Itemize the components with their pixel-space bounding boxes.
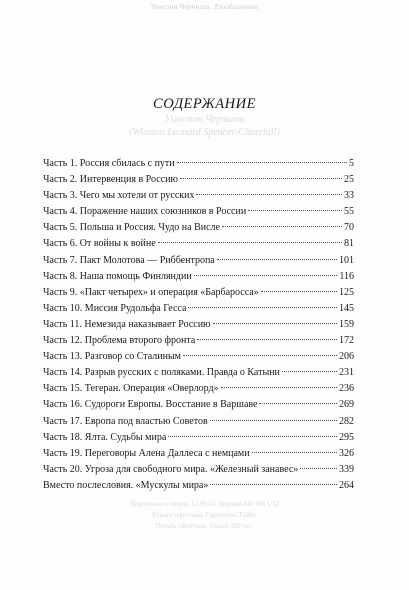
dot-leader (197, 339, 337, 340)
show-through-text: Печать офсетная. Тираж 300 экз. (155, 522, 254, 530)
toc-entry-page-number: 282 (339, 415, 354, 427)
running-head: Уинстон Черчилль. Разоблачение (150, 3, 259, 11)
toc-entry-page-number: 172 (339, 335, 354, 347)
toc-entry (43, 204, 354, 220)
page-title: СОДЕРЖАНИЕ (153, 96, 256, 112)
toc-entry-page-number: 116 (339, 270, 354, 282)
dot-leader (261, 291, 337, 292)
dot-leader (188, 307, 337, 308)
toc-entry-title: Часть 17. Европа под властью Советов (43, 415, 208, 427)
dot-leader (221, 387, 337, 388)
toc-entry-title: Часть 19. Переговоры Алена Даллеса с немцами (43, 447, 250, 459)
dot-leader (168, 436, 337, 437)
toc-entry (43, 172, 354, 188)
toc-entry (43, 430, 354, 446)
toc-entry-page-number: 125 (339, 286, 354, 298)
toc-entry-title: Часть 6. От войны к войне (43, 238, 156, 250)
dot-leader (158, 242, 342, 243)
dot-leader (300, 468, 337, 469)
toc-entry (43, 156, 354, 172)
toc-entry-page-number: 25 (344, 174, 354, 186)
toc-entry-page-number: 159 (339, 318, 354, 330)
toc-entry-title: Часть 16. Судороги Европы. Восстание в Варшаве (43, 399, 258, 411)
dot-leader (183, 355, 337, 356)
show-through-text: Уинстон Черчилль (164, 114, 245, 125)
toc-entry (43, 285, 354, 301)
toc-entry (43, 220, 354, 236)
toc-entry-page-number: 55 (344, 206, 354, 218)
toc-entry-page-number: 206 (339, 351, 354, 363)
toc-entry (43, 269, 354, 285)
toc-entry-page-number: 33 (344, 190, 354, 202)
toc-entry-page-number: 145 (339, 302, 354, 314)
dot-leader (194, 275, 338, 276)
toc-entry-page-number: 269 (339, 399, 354, 411)
dot-leader (222, 226, 342, 227)
toc-entry-title: Вместо послесловия. «Мускулы мира» (43, 479, 209, 491)
toc-entry (43, 253, 354, 269)
toc-entry-title: Часть 9. «Пакт четырех» и операция «Барбаросса» (43, 286, 259, 298)
toc-entry-title: Часть 7. Пакт Молотова — Риббентропа (43, 254, 215, 266)
dot-leader (196, 194, 342, 195)
toc-entry-title: Часть 13. Разговор со Сталиным (43, 351, 181, 363)
dot-leader (259, 403, 337, 404)
toc-entry-title: Часть 12. Проблема второго фронта (43, 335, 196, 347)
dot-leader (248, 210, 342, 211)
toc-entry-page-number: 81 (344, 238, 354, 250)
dot-leader (177, 162, 347, 163)
toc-entry-title: Часть 2. Интервенция в Россию (43, 174, 178, 186)
toc-entry-title: Часть 4. Поражение наших союзников в России (43, 206, 247, 218)
toc-entry-title: Часть 11. Немезида наказывает Россию (43, 318, 211, 330)
toc-entry (43, 381, 354, 397)
toc-entry-title: Часть 18. Ялта. Судьбы мира (43, 431, 167, 443)
toc-entry (43, 397, 354, 413)
toc-entry (43, 478, 354, 494)
toc-entry-page-number: 5 (349, 158, 354, 169)
show-through-text: (Winston Leonard Spencer-Churchill) (129, 127, 280, 138)
toc-entry-page-number: 236 (339, 383, 354, 395)
show-through-text: Подписано в печать 12.09.24. Формат 84×108 1/32 (129, 500, 280, 508)
toc-entry-title: Часть 5. Польша и Россия. Чудо на Висле (43, 222, 220, 234)
dot-leader (210, 420, 337, 421)
toc-entry-page-number: 70 (344, 222, 354, 234)
table-of-contents (43, 156, 354, 494)
dot-leader (252, 452, 337, 453)
dot-leader (180, 178, 342, 179)
toc-entry-page-number: 339 (339, 463, 354, 475)
toc-entry-title: Часть 15. Тегеран. Операция «Оверлорд» (43, 383, 219, 395)
dot-leader (217, 259, 337, 260)
toc-entry-page-number: 326 (339, 447, 354, 459)
dot-leader (213, 323, 337, 324)
toc-entry-title: Часть 20. Угроза для свободного мира. «Железный занавес» (43, 463, 299, 475)
toc-entry-title: Часть 3. Чего мы хотели от русских (43, 190, 195, 202)
toc-entry (43, 414, 354, 430)
show-through-text: Бумага офсетная. Гарнитура Таймс (152, 511, 257, 519)
dot-leader (210, 484, 337, 485)
toc-entry (43, 301, 354, 317)
toc-entry (43, 462, 354, 478)
toc-entry-title: Часть 10. Миссия Рудольфа Гесса (43, 302, 187, 314)
toc-entry (43, 333, 354, 349)
toc-entry (43, 349, 354, 365)
toc-entry-page-number: 264 (339, 479, 354, 491)
toc-entry (43, 446, 354, 462)
toc-entry-page-number: 101 (339, 254, 354, 266)
toc-entry (43, 365, 354, 381)
dot-leader (282, 371, 337, 372)
toc-entry-page-number: 295 (339, 431, 354, 443)
toc-entry (43, 317, 354, 333)
toc-entry-title: Часть 8. Наша помощь Финляндии (43, 270, 192, 282)
toc-entry (43, 236, 354, 252)
toc-entry-title: Часть 1. Россия сбилась с пути (43, 158, 175, 169)
toc-entry-page-number: 231 (339, 367, 354, 379)
toc-entry-title: Часть 14. Разрыв русских с поляками. Правда о Катыни (43, 367, 280, 379)
toc-entry (43, 188, 354, 204)
